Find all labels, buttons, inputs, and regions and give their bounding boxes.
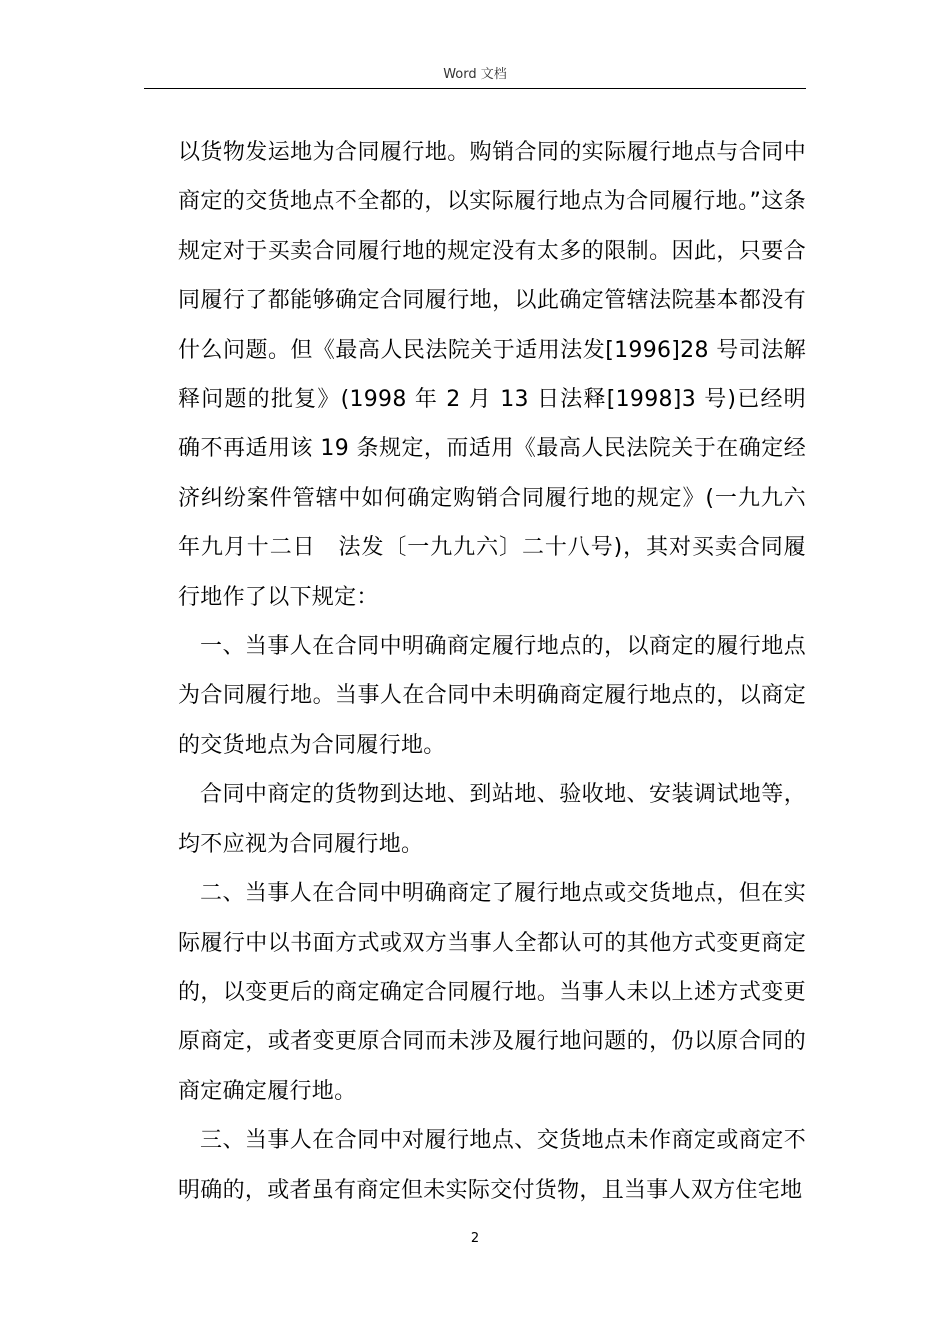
paragraph-4: 二、当事人在合同中明确商定了履行地点或交货地点，但在实际履行中以书面方式或双方当事人全都认可的其他方式变更商定的，以变更后的商定确定合同履行地。当事人未以上述方式变更原商定，或者变更原合同而未涉及履行地问题的，仍以原合同的商定确定履行地。 [178, 881, 806, 1104]
page-number: 2 [470, 1231, 480, 1246]
page-header-title: Word 文档 [443, 67, 507, 82]
paragraph-5: 三、当事人在合同中对履行地点、交货地点未作商定或商定不明确的，或者虽有商定但未实际交付货物，且当事人双方住宅地 [178, 1128, 806, 1203]
document-body [178, 128, 806, 1215]
header-divider [144, 88, 806, 89]
paragraph-1: 以货物发运地为合同履行地。购销合同的实际履行地点与合同中商定的交货地点不全都的，以实际履行地点为合同履行地。”这条规定对于买卖合同履行地的规定没有太多的限制。因此，只要合同履行了都能够确定合同履行地，以此确定管辖法院基本都没有什么问题。但《最高人民法院关于适用法发[1996]28 号司法解释问题的批复》(1998 年 2 月 13 日法释[1998]3 号)已经明确不再适用该 19 条规定，而适用《最高人民法院关于在确定经济纠纷案件管辖中如何确定购销合同履行地的规定》(一九九六年九月十二日 法发〔一九九六〕二十八号)，其对买卖合同履行地作了以下规定： [178, 140, 806, 610]
paragraph-2: 一、当事人在合同中明确商定履行地点的，以商定的履行地点为合同履行地。当事人在合同中未明确商定履行地点的，以商定的交货地点为合同履行地。 [178, 634, 806, 758]
paragraph-3: 合同中商定的货物到达地、到站地、验收地、安装调试地等，均不应视为合同履行地。 [178, 782, 806, 857]
